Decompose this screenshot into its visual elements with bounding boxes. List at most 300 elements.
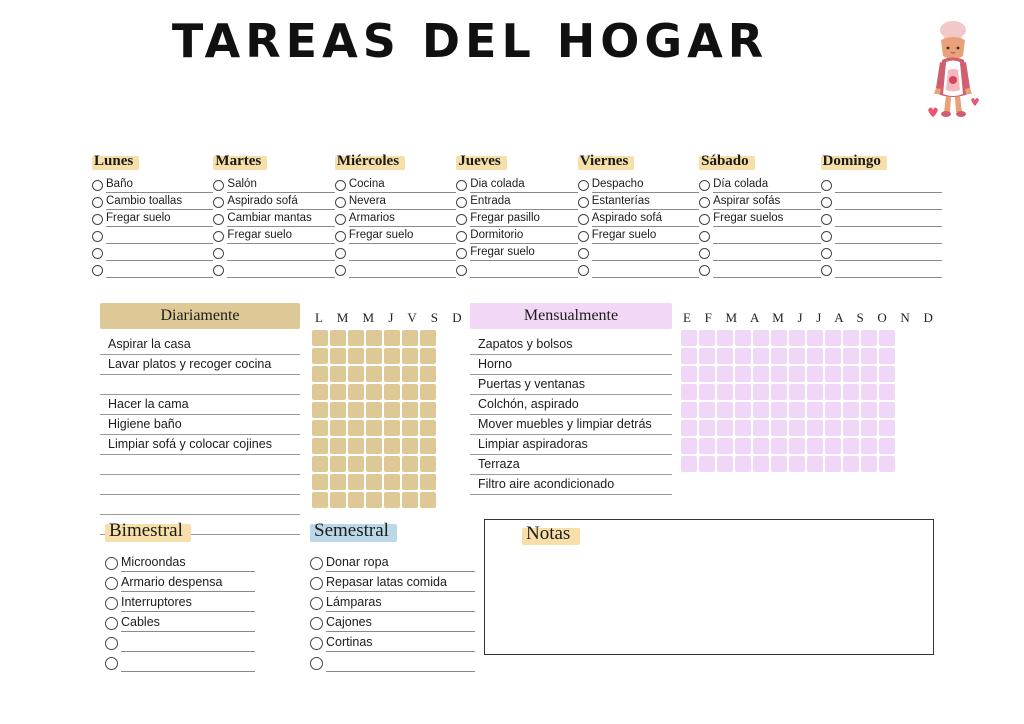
tracker-cell[interactable] — [402, 420, 418, 436]
tracker-cell[interactable] — [861, 330, 877, 346]
tracker-cell[interactable] — [330, 492, 346, 508]
tracker-cell[interactable] — [861, 456, 877, 472]
tracker-cell[interactable] — [366, 474, 382, 490]
list-item[interactable]: Lavar platos y recoger cocina — [100, 355, 300, 375]
checkbox-circle[interactable] — [699, 248, 710, 259]
task-row: Fregar suelo — [578, 228, 699, 244]
bimestral-section — [105, 518, 255, 672]
tracker-cell[interactable] — [825, 348, 841, 364]
list-item[interactable]: Limpiar sofá y colocar cojines — [100, 435, 300, 455]
day-column-martes — [213, 152, 334, 279]
week-section — [92, 152, 942, 279]
tracker-cell[interactable] — [771, 420, 787, 436]
tracker-cell[interactable] — [861, 348, 877, 364]
task-row: Armarios — [335, 211, 456, 227]
day-heading-martes: Martes — [213, 152, 267, 171]
tracker-cell[interactable] — [348, 384, 364, 400]
checkbox-circle[interactable] — [699, 231, 710, 242]
task-row: Aspirado sofá — [578, 211, 699, 227]
tracker-row — [312, 420, 467, 436]
tracker-cell[interactable] — [312, 492, 328, 508]
tracker-cell[interactable] — [420, 402, 436, 418]
tracker-cell[interactable] — [312, 366, 328, 382]
tracker-cell[interactable] — [312, 456, 328, 472]
tracker-cell[interactable] — [384, 492, 400, 508]
task-row: Dormitorio — [456, 228, 577, 244]
checkbox-circle[interactable] — [456, 248, 467, 259]
tracker-cell[interactable] — [825, 456, 841, 472]
tracker-cell[interactable] — [879, 348, 895, 364]
tracker-cell[interactable] — [348, 474, 364, 490]
tracker-cell[interactable] — [402, 402, 418, 418]
checkbox-circle[interactable] — [310, 637, 323, 650]
checkbox-circle[interactable] — [105, 577, 118, 590]
semestral-section — [310, 518, 475, 672]
checkbox-circle[interactable] — [335, 214, 346, 225]
tracker-cell[interactable] — [699, 348, 715, 364]
list-item[interactable] — [100, 375, 300, 395]
task-row — [699, 245, 820, 261]
tracker-cell[interactable] — [366, 420, 382, 436]
task-row — [213, 245, 334, 261]
tracker-cell[interactable] — [879, 330, 895, 346]
checkbox-circle[interactable] — [456, 180, 467, 191]
list-item[interactable]: Horno — [470, 355, 672, 375]
list-item[interactable]: Mover muebles y limpiar detrás — [470, 415, 672, 435]
tracker-cell[interactable] — [771, 438, 787, 454]
checkbox-circle[interactable] — [105, 657, 118, 670]
tracker-cell[interactable] — [753, 348, 769, 364]
tracker-cell[interactable] — [312, 402, 328, 418]
tracker-cell[interactable] — [402, 492, 418, 508]
checkbox-circle[interactable] — [578, 248, 589, 259]
tracker-cell[interactable] — [420, 330, 436, 346]
tracker-cell[interactable] — [420, 348, 436, 364]
checkbox-circle[interactable] — [105, 597, 118, 610]
task-row — [821, 245, 942, 261]
tracker-cell[interactable] — [879, 384, 895, 400]
tracker-cell[interactable] — [753, 438, 769, 454]
checkbox-circle[interactable] — [821, 180, 832, 191]
list-item[interactable]: Aspirar la casa — [100, 335, 300, 355]
task-row: Armario despensa — [105, 572, 255, 592]
tracker-cell[interactable] — [735, 438, 751, 454]
tracker-cell[interactable] — [366, 492, 382, 508]
tracker-cell[interactable] — [384, 420, 400, 436]
task-row: Aspirar sofás — [699, 194, 820, 210]
tracker-cell[interactable] — [807, 456, 823, 472]
tracker-cell[interactable] — [699, 384, 715, 400]
task-row: Aspirado sofá — [213, 194, 334, 210]
tracker-cell[interactable] — [807, 330, 823, 346]
tracker-cell[interactable] — [753, 384, 769, 400]
tracker-cell[interactable] — [825, 384, 841, 400]
tracker-cell[interactable] — [771, 384, 787, 400]
list-item[interactable] — [100, 455, 300, 475]
tracker-cell[interactable] — [735, 420, 751, 436]
checkbox-circle[interactable] — [92, 197, 103, 208]
tracker-cell[interactable] — [312, 420, 328, 436]
checkbox-circle[interactable] — [310, 657, 323, 670]
tracker-cell[interactable] — [330, 330, 346, 346]
tracker-cell[interactable] — [735, 456, 751, 472]
tracker-cell[interactable] — [420, 474, 436, 490]
tracker-cell[interactable] — [843, 438, 859, 454]
tracker-cell[interactable] — [879, 402, 895, 418]
tracker-cell[interactable] — [825, 366, 841, 382]
tracker-row — [312, 366, 467, 382]
tracker-cell[interactable] — [366, 402, 382, 418]
checkbox-circle[interactable] — [456, 214, 467, 225]
tracker-cell[interactable] — [789, 384, 805, 400]
checkbox-circle[interactable] — [92, 265, 103, 276]
checkbox-circle[interactable] — [310, 577, 323, 590]
tracker-cell[interactable] — [330, 402, 346, 418]
checkbox-circle[interactable] — [699, 265, 710, 276]
tracker-cell[interactable] — [789, 366, 805, 382]
tracker-cell[interactable] — [861, 402, 877, 418]
tracker-cell[interactable] — [420, 456, 436, 472]
list-item[interactable]: Terraza — [470, 455, 672, 475]
daily-heading: Diariamente — [100, 303, 300, 329]
task-row — [335, 262, 456, 278]
tracker-cell[interactable] — [330, 438, 346, 454]
tracker-cell[interactable] — [789, 330, 805, 346]
tracker-cell[interactable] — [879, 456, 895, 472]
checkbox-circle[interactable] — [821, 265, 832, 276]
tracker-cell[interactable] — [735, 366, 751, 382]
tracker-cell[interactable] — [384, 402, 400, 418]
semestral-task-list — [310, 552, 475, 672]
tracker-cell[interactable] — [735, 330, 751, 346]
tracker-cell[interactable] — [348, 366, 364, 382]
tracker-cell[interactable] — [825, 438, 841, 454]
task-row: Dia colada — [456, 177, 577, 193]
tracker-cell[interactable] — [789, 402, 805, 418]
task-row — [699, 228, 820, 244]
tracker-cell[interactable] — [717, 420, 733, 436]
task-row: Lámparas — [310, 592, 475, 612]
checkbox-circle[interactable] — [92, 180, 103, 191]
day-column-miercoles — [335, 152, 456, 279]
tracker-cell[interactable] — [717, 366, 733, 382]
checkbox-circle[interactable] — [335, 231, 346, 242]
checkbox-circle[interactable] — [310, 617, 323, 630]
tracker-row — [312, 402, 467, 418]
checkbox-circle[interactable] — [578, 180, 589, 191]
tracker-cell[interactable] — [330, 366, 346, 382]
tracker-cell[interactable] — [699, 438, 715, 454]
tracker-cell[interactable] — [366, 348, 382, 364]
list-item[interactable]: Zapatos y bolsos — [470, 335, 672, 355]
tracker-cell[interactable] — [753, 402, 769, 418]
tracker-cell[interactable] — [807, 420, 823, 436]
list-item[interactable] — [100, 495, 300, 515]
bimestral-task-list — [105, 552, 255, 672]
tracker-cell[interactable] — [384, 474, 400, 490]
checkbox-circle[interactable] — [213, 265, 224, 276]
tracker-cell[interactable] — [402, 456, 418, 472]
tracker-cell[interactable] — [420, 492, 436, 508]
tracker-cell[interactable] — [420, 438, 436, 454]
checkbox-circle[interactable] — [821, 197, 832, 208]
tracker-cell[interactable] — [735, 402, 751, 418]
tracker-cell[interactable] — [807, 384, 823, 400]
checkbox-circle[interactable] — [335, 265, 346, 276]
tracker-cell[interactable] — [348, 348, 364, 364]
tracker-row — [681, 330, 938, 346]
tracker-cell[interactable] — [384, 330, 400, 346]
tracker-cell[interactable] — [312, 474, 328, 490]
checkbox-circle[interactable] — [821, 248, 832, 259]
monthly-grid-labels: E F M A M J J A S O N D — [683, 310, 939, 325]
tracker-row — [312, 474, 467, 490]
tracker-cell[interactable] — [879, 438, 895, 454]
task-row: Microondas — [105, 552, 255, 572]
checkbox-circle[interactable] — [578, 214, 589, 225]
tracker-cell[interactable] — [753, 366, 769, 382]
tracker-cell[interactable] — [384, 366, 400, 382]
tracker-row — [681, 456, 938, 472]
checkbox-circle[interactable] — [310, 597, 323, 610]
task-row: Despacho — [578, 177, 699, 193]
task-row — [821, 211, 942, 227]
tracker-cell[interactable] — [789, 456, 805, 472]
tracker-cell[interactable] — [879, 366, 895, 382]
tracker-cell[interactable] — [348, 456, 364, 472]
tracker-cell[interactable] — [771, 456, 787, 472]
tracker-cell[interactable] — [717, 348, 733, 364]
tracker-cell[interactable] — [384, 456, 400, 472]
tracker-cell[interactable] — [753, 420, 769, 436]
list-item[interactable] — [100, 475, 300, 495]
list-item[interactable]: Puertas y ventanas — [470, 375, 672, 395]
tracker-cell[interactable] — [330, 420, 346, 436]
task-row — [456, 262, 577, 278]
tracker-cell[interactable] — [420, 420, 436, 436]
tracker-cell[interactable] — [807, 402, 823, 418]
checkbox-circle[interactable] — [456, 231, 467, 242]
checkbox-circle[interactable] — [456, 265, 467, 276]
checkbox-circle[interactable] — [213, 248, 224, 259]
tracker-cell[interactable] — [699, 456, 715, 472]
tracker-cell[interactable] — [825, 420, 841, 436]
checkbox-circle[interactable] — [213, 231, 224, 242]
tracker-cell[interactable] — [681, 456, 697, 472]
tracker-cell[interactable] — [366, 330, 382, 346]
task-row — [335, 245, 456, 261]
tracker-cell[interactable] — [717, 438, 733, 454]
tracker-cell[interactable] — [330, 348, 346, 364]
task-row: Cocina — [335, 177, 456, 193]
checkbox-circle[interactable] — [213, 180, 224, 191]
tracker-cell[interactable] — [771, 402, 787, 418]
tracker-cell[interactable] — [330, 384, 346, 400]
checkbox-circle[interactable] — [335, 197, 346, 208]
tracker-cell[interactable] — [861, 366, 877, 382]
tracker-cell[interactable] — [681, 384, 697, 400]
tracker-cell[interactable] — [825, 330, 841, 346]
tracker-cell[interactable] — [348, 330, 364, 346]
tracker-cell[interactable] — [312, 330, 328, 346]
checkbox-circle[interactable] — [105, 637, 118, 650]
monthly-heading: Mensualmente — [470, 303, 672, 329]
list-item[interactable]: Colchón, aspirado — [470, 395, 672, 415]
tracker-cell[interactable] — [402, 438, 418, 454]
tracker-cell[interactable] — [807, 438, 823, 454]
tracker-cell[interactable] — [681, 420, 697, 436]
tracker-cell[interactable] — [384, 438, 400, 454]
semestral-heading: Semestral — [310, 518, 397, 544]
task-row: Cortinas — [310, 632, 475, 652]
page-title: TAREAS DEL HOGAR — [171, 14, 769, 68]
tracker-row — [312, 456, 467, 472]
checkbox-circle[interactable] — [335, 180, 346, 191]
tracker-cell[interactable] — [312, 384, 328, 400]
tracker-cell[interactable] — [330, 474, 346, 490]
tracker-cell[interactable] — [681, 348, 697, 364]
tracker-cell[interactable] — [699, 420, 715, 436]
daily-grid-labels: L M M J V S D — [315, 310, 468, 325]
tracker-cell[interactable] — [771, 330, 787, 346]
checkbox-circle[interactable] — [335, 248, 346, 259]
monthly-task-list — [470, 335, 672, 495]
tracker-row — [681, 420, 938, 436]
checkbox-circle[interactable] — [821, 231, 832, 242]
tracker-cell[interactable] — [681, 438, 697, 454]
tracker-cell[interactable] — [330, 456, 346, 472]
tracker-cell[interactable] — [843, 420, 859, 436]
tracker-cell[interactable] — [717, 330, 733, 346]
tracker-cell[interactable] — [699, 366, 715, 382]
tracker-cell[interactable] — [843, 330, 859, 346]
tracker-cell[interactable] — [717, 456, 733, 472]
task-row — [92, 245, 213, 261]
tracker-cell[interactable] — [753, 456, 769, 472]
tracker-cell[interactable] — [348, 438, 364, 454]
checkbox-circle[interactable] — [105, 617, 118, 630]
tracker-cell[interactable] — [807, 348, 823, 364]
tracker-cell[interactable] — [402, 474, 418, 490]
tracker-cell[interactable] — [771, 366, 787, 382]
tracker-cell[interactable] — [807, 366, 823, 382]
tracker-cell[interactable] — [366, 366, 382, 382]
tracker-cell[interactable] — [384, 384, 400, 400]
tracker-cell[interactable] — [348, 402, 364, 418]
checkbox-circle[interactable] — [578, 197, 589, 208]
task-row: Fregar suelo — [456, 245, 577, 261]
checkbox-circle[interactable] — [578, 265, 589, 276]
checkbox-circle[interactable] — [310, 557, 323, 570]
tracker-cell[interactable] — [861, 438, 877, 454]
day-heading-jueves: Jueves — [456, 152, 507, 171]
day-heading-lunes: Lunes — [92, 152, 139, 171]
tracker-row — [681, 402, 938, 418]
task-row — [92, 228, 213, 244]
tracker-cell[interactable] — [420, 366, 436, 382]
day-column-domingo — [821, 152, 942, 279]
tracker-cell[interactable] — [402, 384, 418, 400]
task-row — [578, 262, 699, 278]
tracker-cell[interactable] — [402, 348, 418, 364]
tracker-cell[interactable] — [366, 438, 382, 454]
list-item[interactable]: Filtro aire acondicionado — [470, 475, 672, 495]
tracker-cell[interactable] — [861, 384, 877, 400]
tracker-cell[interactable] — [843, 366, 859, 382]
tracker-cell[interactable] — [699, 330, 715, 346]
checkbox-circle[interactable] — [821, 214, 832, 225]
tracker-cell[interactable] — [699, 402, 715, 418]
tracker-cell[interactable] — [843, 384, 859, 400]
tracker-cell[interactable] — [312, 438, 328, 454]
day-column-viernes — [578, 152, 699, 279]
tracker-cell[interactable] — [735, 348, 751, 364]
checkbox-circle[interactable] — [699, 214, 710, 225]
tracker-cell[interactable] — [843, 456, 859, 472]
tracker-cell[interactable] — [735, 384, 751, 400]
checkbox-circle[interactable] — [213, 197, 224, 208]
tracker-cell[interactable] — [402, 366, 418, 382]
task-row: Entrada — [456, 194, 577, 210]
checkbox-circle[interactable] — [105, 557, 118, 570]
list-item[interactable]: Hacer la cama — [100, 395, 300, 415]
tracker-cell[interactable] — [348, 492, 364, 508]
task-row: Día colada — [699, 177, 820, 193]
tracker-cell[interactable] — [843, 348, 859, 364]
checkbox-circle[interactable] — [92, 214, 103, 225]
tracker-cell[interactable] — [825, 402, 841, 418]
tracker-cell[interactable] — [402, 330, 418, 346]
checkbox-circle[interactable] — [699, 180, 710, 191]
tracker-cell[interactable] — [348, 420, 364, 436]
monthly-grid-cells — [681, 330, 938, 472]
list-item[interactable]: Limpiar aspiradoras — [470, 435, 672, 455]
tracker-cell[interactable] — [717, 384, 733, 400]
checkbox-circle[interactable] — [92, 231, 103, 242]
task-row: Cables — [105, 612, 255, 632]
checkbox-circle[interactable] — [456, 197, 467, 208]
tracker-cell[interactable] — [861, 420, 877, 436]
daily-grid-cells — [312, 330, 467, 508]
tracker-cell[interactable] — [789, 438, 805, 454]
tracker-cell[interactable] — [384, 348, 400, 364]
tracker-cell[interactable] — [717, 402, 733, 418]
list-item[interactable]: Higiene baño — [100, 415, 300, 435]
checkbox-circle[interactable] — [92, 248, 103, 259]
tracker-cell[interactable] — [312, 348, 328, 364]
tracker-cell[interactable] — [681, 402, 697, 418]
tracker-cell[interactable] — [366, 456, 382, 472]
tracker-cell[interactable] — [681, 366, 697, 382]
tracker-row — [312, 384, 467, 400]
tracker-cell[interactable] — [789, 348, 805, 364]
day-heading-domingo: Domingo — [821, 152, 887, 171]
tracker-cell[interactable] — [879, 420, 895, 436]
tracker-cell[interactable] — [753, 330, 769, 346]
tracker-cell[interactable] — [771, 348, 787, 364]
checkbox-circle[interactable] — [213, 214, 224, 225]
daily-tracker-grid — [312, 310, 467, 510]
tracker-cell[interactable] — [681, 330, 697, 346]
checkbox-circle[interactable] — [699, 197, 710, 208]
tracker-cell[interactable] — [843, 402, 859, 418]
checkbox-circle[interactable] — [578, 231, 589, 242]
task-row — [105, 652, 255, 672]
tracker-cell[interactable] — [789, 420, 805, 436]
task-row — [821, 194, 942, 210]
tracker-cell[interactable] — [366, 384, 382, 400]
tracker-cell[interactable] — [420, 384, 436, 400]
